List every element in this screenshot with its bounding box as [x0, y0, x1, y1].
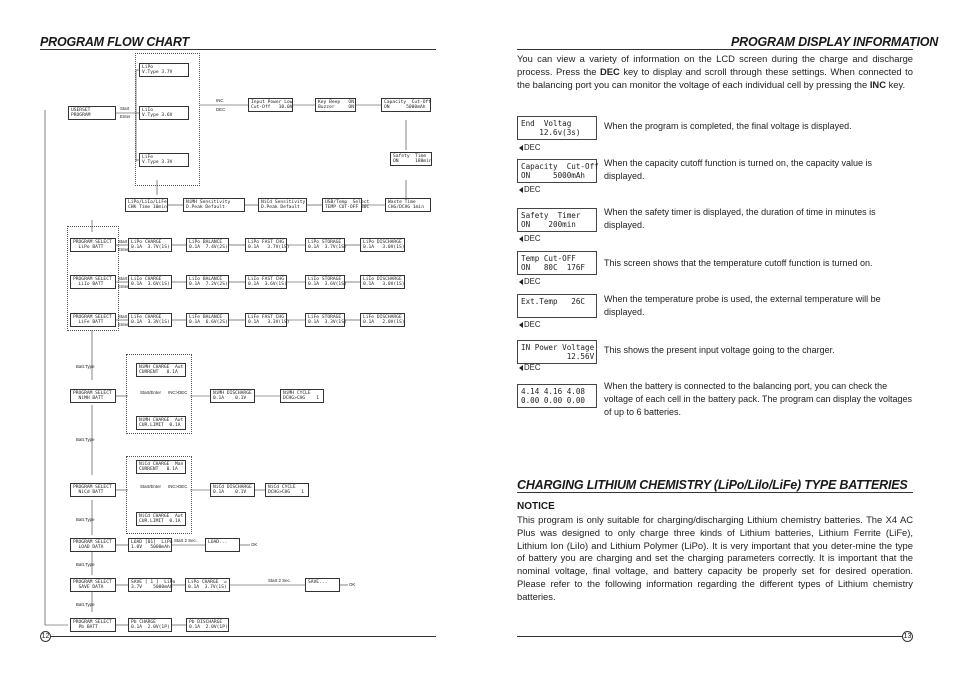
left-triangle-icon: [519, 365, 523, 371]
left-page-number: 12: [41, 633, 50, 640]
nimh-discharge-screen: NiMH DISCHARGE 0.1A 0.1V: [210, 389, 255, 403]
left-triangle-icon: [519, 322, 523, 328]
nimh-charge-limit-screen: NiMH CHARGE Aut CUR.LIMIT 0.1A: [136, 416, 186, 430]
nicd-cycle-screen: NiCd CYCLE DCHG>CHG 1: [265, 483, 309, 497]
intro-text-2: key to display and scroll through these settings. When connected to the balancing port you can monitor the voltage of each individual cell by pressing the: [517, 65, 913, 90]
right-page-title: PROGRAM DISPLAY INFORMATION: [731, 35, 939, 49]
load-start-2sec-label: Start 2 Sec.: [174, 538, 197, 543]
nimh-charge-current-screen: NiMH CHARGE Aut CURRENT 0.1A: [136, 363, 186, 377]
ext-temp-desc: When the temperature probe is used, the external temperature will be displayed.: [604, 294, 881, 317]
load-progress-screen: LOAD...: [205, 538, 240, 552]
batt-type-label-3: Batt.Type: [76, 517, 95, 522]
right-title-rule: [517, 49, 913, 50]
intro-text-3: key.: [885, 78, 906, 90]
dec-arrow-2: [519, 185, 540, 194]
capacity-cutoff-desc: When the capacity cutoff function is turned on, the capacity value is displayed.: [604, 158, 872, 181]
life-type-screen: LiFe V.Type 3.3V: [139, 153, 189, 167]
load-ok-label: OK: [251, 542, 258, 547]
waste-time-screen: Waste Time CHG/DCHG 1min: [385, 198, 431, 212]
left-triangle-icon: [519, 236, 523, 242]
section-title: CHARGING LITHIUM CHEMISTRY (LiPo/Lilo/LiFe) TYPE BATTERIES: [517, 478, 908, 492]
userset-program-screen: USERSET PROGRAM: [68, 106, 116, 120]
lilo-charge-screen: LiIo CHARGE 0.1A 3.6V(1S): [128, 275, 172, 289]
nicd-charge-current-screen: NiCd CHARGE Man CURRENT 0.1A: [136, 460, 186, 474]
save-slot-screen: SAVE [ 1 ] LiPo 3.7V 5000mAh: [128, 578, 172, 592]
safety-timer-lcd: Safety Timer ON 200min: [517, 208, 597, 232]
life-start-label: Start: [118, 314, 128, 319]
input-power-low-screen: Input Power Low Cut-Off 10.0V: [248, 98, 293, 112]
lilo-balance-screen: LiIo BALANCE 0.1A 7.2V(2S): [186, 275, 229, 289]
dec-arrow-4: [519, 277, 540, 286]
life-fast-screen: LiFe FAST CHG 0.1A 3.3V(1S): [245, 313, 287, 327]
nicd-discharge-screen: NiCd DISCHARGE 0.1A 0.1V: [210, 483, 255, 497]
program-flow-chart: [40, 50, 440, 640]
lipo-start-label: Start: [118, 239, 128, 244]
notice-text: This program is only suitable for charging/discharging Lithium chemistry batteries. The X4 AC Plus was designed to only charge three kinds of Lithium batteries, Lithium Ferrite (LiFe), Lithium Ion (LiIo) and Lithium Polymer (LiPo). It is very important that you deter-mine the type of battery you are charging and set the charging parameters correctly. It is important that the nominal voltage, final voltage, and battery capacity be properly set for desired operation. Please refer to the following information regarding the different types of Lithium chemistry batteries.: [517, 514, 913, 602]
life-batt-screen: PROGRAM SELECT LiFe BATT: [70, 313, 116, 327]
right-footer-rule: [517, 636, 913, 637]
right-page-number: 13: [903, 633, 912, 640]
save-charge-screen: LiPo CHARGE = 0.1A 3.7V(1S): [185, 578, 230, 592]
enter-label: Enter: [120, 114, 131, 119]
lilo-type-screen: LiIo V.Type 3.6V: [139, 106, 189, 120]
nimh-cycle-screen: NiMH CYCLE DCHG>CHG 1: [280, 389, 324, 403]
nimh-inc-dec-label: INC>DEC: [168, 390, 188, 395]
lipo-balance-screen: LiPo BALANCE 0.1A 7.4V(2S): [186, 238, 229, 252]
lilo-enter-label: Enter: [118, 284, 129, 289]
dec-text: DEC: [524, 185, 541, 194]
batt-type-label-5: Batt.Type: [76, 602, 95, 607]
dec-arrow-1: [519, 143, 540, 152]
left-triangle-icon: [519, 145, 523, 151]
pb-batt-screen: PROGRAM SELECT Pb BATT: [70, 618, 116, 632]
start-label: Start: [120, 106, 130, 111]
dec-arrow-3: [519, 234, 540, 243]
inc-label: INC: [216, 98, 224, 103]
intro-paragraph: [517, 53, 913, 91]
nimh-batt-screen: PROGRAM SELECT NiMH BATT: [70, 389, 116, 403]
dec-arrow-6: [519, 363, 540, 372]
lipo-discharge-screen: LiPo DISCHARGE 0.1A 3.0V(1S): [360, 238, 405, 252]
left-page-title: PROGRAM FLOW CHART: [40, 35, 189, 49]
lilo-start-label: Start: [118, 276, 128, 281]
section-rule: [517, 492, 913, 493]
lipo-charge-screen: LiPo CHARGE 0.1A 3.7V(1S): [128, 238, 172, 252]
key-beep-screen: Key Beep ON Buzzer ON: [315, 98, 356, 112]
nicd-sensitivity-screen: NiCd Sensitivity D.Peak Default: [258, 198, 307, 212]
save-ok-label: OK: [349, 582, 356, 587]
end-voltage-desc: When the program is completed, the final voltage is displayed.: [604, 121, 852, 131]
dec-text: DEC: [524, 320, 541, 329]
lipo-type-screen: LiPo V.Type 3.7V: [139, 63, 189, 77]
left-footer-rule: [40, 636, 436, 637]
nicd-charge-limit-screen: NiCd CHARGE Aut CUR.LIMIT 0.1A: [136, 512, 186, 526]
life-balance-screen: LiFe BALANCE 0.1A 6.6V(2S): [186, 313, 229, 327]
capacity-cutoff-screen: Capacity Cut-Off ON 5000mAh: [381, 98, 431, 112]
nicd-start-enter-label: Start/Enter: [140, 484, 161, 489]
lilo-batt-screen: PROGRAM SELECT LiIo BATT: [70, 275, 116, 289]
lilo-discharge-screen: LiIo DISCHARGE 0.1A 3.0V(1S): [360, 275, 405, 289]
dec-text: DEC: [524, 363, 541, 372]
dec-label: DEC: [216, 107, 226, 112]
dec-text: DEC: [524, 234, 541, 243]
lilo-fast-screen: LiIo FAST CHG 0.1A 3.6V(1S): [245, 275, 287, 289]
batt-type-label-1: Batt.Type: [76, 364, 95, 369]
lipo-batt-screen: PROGRAM SELECT LiPo BATT: [70, 238, 116, 252]
save-progress-screen: SAVE...: [305, 578, 340, 592]
intro-key-inc: INC: [869, 78, 886, 90]
end-voltage-lcd: End Voltag 12.6v(3s): [517, 116, 597, 140]
cell-voltage-desc: When the battery is connected to the balancing port, you can check the voltage of each cell in the battery pack. The program can display the voltages of up to 6 batteries.: [604, 381, 913, 417]
pb-charge-screen: Pb CHARGE 0.1A 2.0V(1P): [128, 618, 172, 632]
load-slot-screen: LOAD [01] LiPo 1.0V 5000mAh: [128, 538, 172, 552]
left-triangle-icon: [519, 187, 523, 193]
temp-cutoff-lcd: Temp Cut-OFF ON 80C 176F: [517, 251, 597, 275]
life-charge-screen: LiFe CHARGE 0.1A 3.3V(1S): [128, 313, 172, 327]
batt-type-label-4: Batt.Type: [76, 562, 95, 567]
life-discharge-screen: LiFe DISCHARGE 0.1A 2.0V(1S): [360, 313, 405, 327]
intro-text-1: You can view a variety of information on the LCD screen during the charge and discharge process. Press the: [517, 53, 913, 77]
intro-key-dec: DEC: [600, 65, 620, 77]
nimh-sensitivity-screen: NiMH Sensitivity D.Peak Default: [183, 198, 245, 212]
batt-type-label-2: Batt.Type: [76, 437, 95, 442]
dec-text: DEC: [524, 143, 541, 152]
lipo-storage-screen: LiPo STORAGE 0.1A 3.7V(1S): [305, 238, 345, 252]
save-data-screen: PROGRAM SELECT SAVE DATA: [70, 578, 116, 592]
safety-time-screen: Safety Time ON 180min: [390, 152, 432, 166]
temp-cutoff-desc: This screen shows that the temperature cutoff function is turned on.: [604, 258, 873, 268]
input-power-desc: This shows the present input voltage going to the charger.: [604, 345, 835, 355]
left-triangle-icon: [519, 279, 523, 285]
lipo-enter-label: Enter: [118, 247, 129, 252]
save-start-2sec-label: Start 2 Sec.: [268, 578, 291, 583]
nicd-inc-dec-label: INC>DEC: [168, 484, 188, 489]
life-storage-screen: LiFe STORAGE 0.1A 3.3V(1S): [305, 313, 345, 327]
usb-temp-select-screen: USB/Temp Select TEMP CUT-OFF 80C: [322, 198, 362, 212]
lipo-fast-screen: LiPo FAST CHG 0.1A 3.7V(1S): [245, 238, 287, 252]
lilo-storage-screen: LiIo STORAGE 0.1A 3.6V(1S): [305, 275, 345, 289]
cell-voltage-lcd: 4.14 4.16 4.08 0.00 0.00 0.00: [517, 384, 597, 408]
life-enter-label: Enter: [118, 322, 129, 327]
nimh-start-enter-label: Start/Enter: [140, 390, 161, 395]
pb-discharge-screen: Pb DISCHARGE 0.1A 2.0V(1P): [186, 618, 229, 632]
nicd-batt-screen: PROGRAM SELECT NiCd BATT: [70, 483, 116, 497]
ext-temp-lcd: Ext.Temp 26C: [517, 294, 597, 318]
notice-title: NOTICE: [517, 501, 555, 512]
dec-arrow-5: [519, 320, 540, 329]
lithium-chk-time-screen: LiPo/LiIo/LiFe CHK Time 10min: [125, 198, 168, 212]
input-power-lcd: IN Power Voltage 12.56V: [517, 340, 597, 364]
load-data-screen: PROGRAM SELECT LOAD DATA: [70, 538, 116, 552]
safety-timer-desc: When the safety timer is displayed, the duration of time in minutes is displayed.: [604, 207, 876, 230]
dec-text: DEC: [524, 277, 541, 286]
capacity-cutoff-lcd: Capacity Cut-Off ON 5000mAh: [517, 159, 597, 183]
